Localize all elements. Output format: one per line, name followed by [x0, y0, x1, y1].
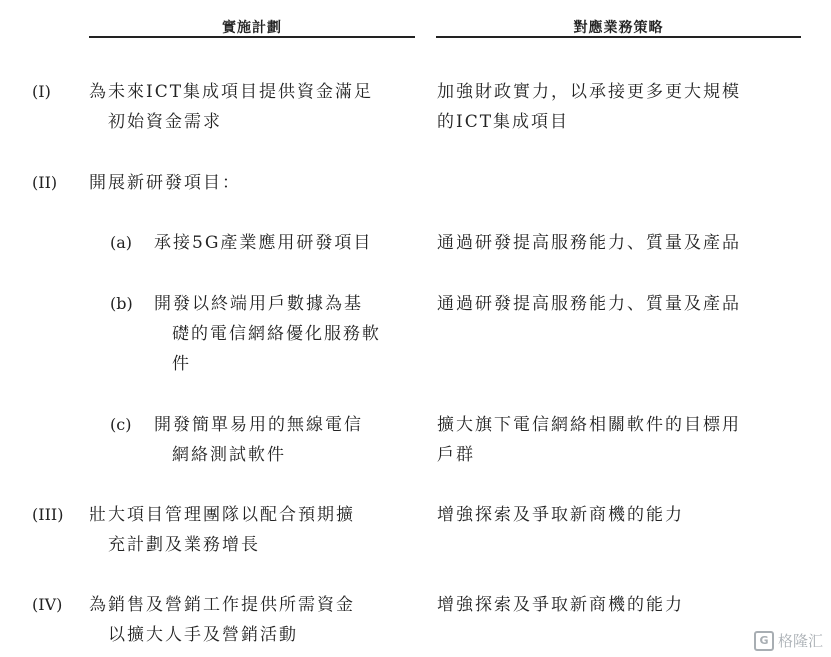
strategy-text: 通過研發提高服務能力、質量及產品	[437, 294, 741, 314]
plan-text: 為未來ICT集成項目提供資金滿足	[89, 82, 374, 102]
plan-text: 壯大項目管理團隊以配合預期擴	[89, 505, 355, 525]
row-number: (III)	[32, 505, 64, 524]
header-underline-left	[89, 36, 415, 38]
row-number: (II)	[32, 173, 58, 192]
plan-text: 以擴大人手及營銷活動	[108, 625, 298, 645]
gelonghui-logo-icon: G	[754, 631, 774, 651]
plan-text: 初始資金需求	[108, 112, 222, 132]
strategy-text: 增強探索及爭取新商機的能力	[437, 505, 684, 525]
watermark	[754, 630, 823, 651]
strategy-text: 戶群	[437, 445, 475, 465]
plan-text: 為銷售及營銷工作提供所需資金	[89, 595, 355, 615]
strategy-text: 增強探索及爭取新商機的能力	[437, 595, 684, 615]
column-header-strategy: 對應業務策略	[573, 20, 664, 36]
plan-text: 網絡測試軟件	[172, 445, 286, 465]
header-underline-right	[436, 36, 801, 38]
strategy-text: 通過研發提高服務能力、質量及產品	[437, 233, 741, 253]
plan-text: 開發以終端用戶數據為基	[154, 294, 363, 314]
column-header-plan: 實施計劃	[222, 20, 282, 36]
watermark-text: 格隆汇	[777, 632, 823, 650]
strategy-text: 擴大旗下電信網絡相關軟件的目標用	[437, 415, 741, 435]
plan-text: 件	[172, 354, 191, 374]
plan-text: 開展新研發項目：	[89, 173, 241, 193]
plan-text: 開發簡單易用的無線電信	[154, 415, 363, 435]
strategy-text: 的ICT集成項目	[437, 112, 570, 132]
row-number: (I)	[32, 82, 51, 101]
plan-text: 承接5G產業應用研發項目	[154, 233, 373, 253]
sub-item-label: (b)	[110, 294, 133, 313]
strategy-text: 加強財政實力，以承接更多更大規模	[437, 82, 741, 102]
sub-item-label: (a)	[110, 233, 133, 252]
sub-item-label: (c)	[110, 415, 132, 434]
plan-text: 充計劃及業務增長	[108, 535, 260, 555]
row-number: (IV)	[32, 595, 63, 614]
plan-text: 礎的電信網絡優化服務軟	[172, 324, 381, 344]
